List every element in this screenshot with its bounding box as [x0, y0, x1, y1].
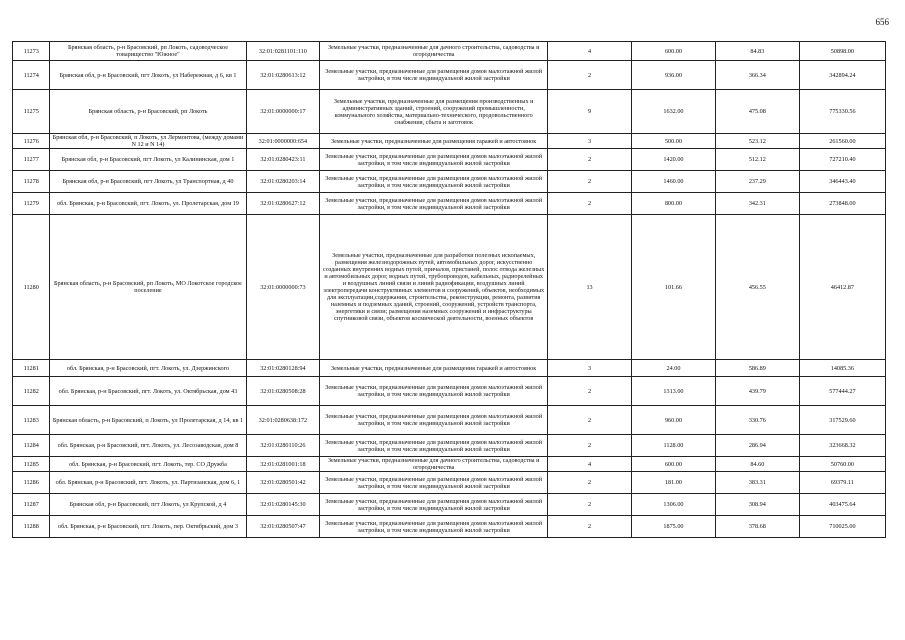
cadastral-value-cell: 342894.24 [799, 61, 885, 90]
use-group-cell: 2 [548, 472, 632, 494]
table-row [13, 171, 886, 193]
cadastral-value-cell: 69379.11 [799, 472, 885, 494]
area-cell: 24.00 [632, 360, 716, 377]
address-cell: обл. Брянская, р-н Брасовский, пгт. Локоть, ул. Пролетарская, дом 19 [50, 193, 246, 215]
row-number: 11284 [13, 435, 50, 457]
row-number: 11273 [13, 42, 50, 61]
cadastral-value-cell: 403475.64 [799, 494, 885, 516]
use-group-cell: 2 [548, 61, 632, 90]
specific-value-cell: 366.34 [715, 61, 799, 90]
area-cell: 1313.00 [632, 377, 716, 406]
cadastral-value-cell: 323668.32 [799, 435, 885, 457]
page-number: 656 [875, 17, 889, 27]
cadastral-number-cell: 32:01:0000000:17 [246, 90, 320, 134]
area-cell: 1420.00 [632, 149, 716, 171]
address-cell: Брянская обл, р-н Брасовский, пгт Локоть, ул Крупской, д 4 [50, 494, 246, 516]
permitted-use-cell: Земельные участки, предназначенные для размещения домов малоэтажной жилой застройки, в том числе индивидуальной жилой застройки [320, 472, 548, 494]
permitted-use-cell: Земельные участки, предназначенные для размещения домов малоэтажной жилой застройки, в том числе индивидуальной жилой застройки [320, 377, 548, 406]
area-cell: 936.00 [632, 61, 716, 90]
address-cell: обл. Брянская, р-н Брасовский, пгт. Локоть, тер. СО Дружба [50, 457, 246, 472]
area-cell: 800.00 [632, 193, 716, 215]
row-number: 11276 [13, 134, 50, 149]
address-cell: обл. Брянская, р-н Брасовский, пгт. Локоть, ул. Октябрьская, дом 43 [50, 377, 246, 406]
row-number: 11286 [13, 472, 50, 494]
use-group-cell: 2 [548, 377, 632, 406]
address-cell: Брянская обл, р-н Брасовский, пгт Локоть, ул Калининская, дом 1 [50, 149, 246, 171]
row-number: 11281 [13, 360, 50, 377]
use-group-cell: 9 [548, 90, 632, 134]
cadastral-number-cell: 32:01:0281001:18 [246, 457, 320, 472]
cadastral-number-cell: 32:01:0280423:11 [246, 149, 320, 171]
permitted-use-cell: Земельные участки, предназначенные для дачного строительства, садоводства и огородничества [320, 42, 548, 61]
specific-value-cell: 512.12 [715, 149, 799, 171]
address-cell: Брянская область, р-н Брасовский, рп Локоть, садоводческое товарищество "Южное" [50, 42, 246, 61]
permitted-use-cell: Земельные участки, предназначенные для размещения домов малоэтажной жилой застройки, в том числе индивидуальной жилой застройки [320, 149, 548, 171]
area-cell: 181.00 [632, 472, 716, 494]
area-cell: 500.00 [632, 134, 716, 149]
specific-value-cell: 308.94 [715, 494, 799, 516]
cadastral-value-cell: 710025.00 [799, 516, 885, 538]
cadastral-value-cell: 346443.40 [799, 171, 885, 193]
cadastral-value-cell: 261560.00 [799, 134, 885, 149]
specific-value-cell: 286.94 [715, 435, 799, 457]
permitted-use-cell: Земельные участки, предназначенные для размещения домов малоэтажной жилой застройки, в том числе индивидуальной жилой застройки [320, 193, 548, 215]
cadastral-value-cell: 775330.56 [799, 90, 885, 134]
table-row [13, 193, 886, 215]
specific-value-cell: 378.68 [715, 516, 799, 538]
table-row [13, 457, 886, 472]
specific-value-cell: 237.29 [715, 171, 799, 193]
cadastral-number-cell: 32:01:0000000:73 [246, 215, 320, 360]
cadastral-number-cell: 32:01:0000000:654 [246, 134, 320, 149]
table-body [13, 42, 886, 538]
table-row [13, 516, 886, 538]
area-cell: 600.00 [632, 42, 716, 61]
cadastral-value-cell: 50898.00 [799, 42, 885, 61]
specific-value-cell: 523.12 [715, 134, 799, 149]
cadastral-number-cell: 32:01:0280501:42 [246, 472, 320, 494]
row-number: 11278 [13, 171, 50, 193]
permitted-use-cell: Земельные участки, предназначенные для размещения домов малоэтажной жилой застройки, в том числе индивидуальной жилой застройки [320, 406, 548, 435]
permitted-use-cell: Земельные участки, предназначенные для размещения домов малоэтажной жилой застройки, в том числе индивидуальной жилой застройки [320, 61, 548, 90]
area-cell: 1128.00 [632, 435, 716, 457]
table-row [13, 149, 886, 171]
specific-value-cell: 84.83 [715, 42, 799, 61]
area-cell: 1632.00 [632, 90, 716, 134]
cadastral-value-cell: 727210.40 [799, 149, 885, 171]
specific-value-cell: 586.89 [715, 360, 799, 377]
row-number: 11274 [13, 61, 50, 90]
row-number: 11275 [13, 90, 50, 134]
specific-value-cell: 330.76 [715, 406, 799, 435]
area-cell: 1460.00 [632, 171, 716, 193]
cadastral-number-cell: 32:01:0280508:28 [246, 377, 320, 406]
permitted-use-cell: Земельные участки, предназначенные для размещения домов малоэтажной жилой застройки, в том числе индивидуальной жилой застройки [320, 494, 548, 516]
table-row [13, 134, 886, 149]
table-row [13, 494, 886, 516]
table-row [13, 61, 886, 90]
table-row [13, 472, 886, 494]
table-row [13, 377, 886, 406]
cadastral-number-cell: 32:01:0280613:12 [246, 61, 320, 90]
cadastral-number-cell: 32:01:0280627:12 [246, 193, 320, 215]
cadastral-value-cell: 273848.00 [799, 193, 885, 215]
table-row [13, 42, 886, 61]
use-group-cell: 4 [548, 42, 632, 61]
use-group-cell: 2 [548, 494, 632, 516]
area-cell: 1306.00 [632, 494, 716, 516]
cadastral-number-cell: 32:01:0280203:14 [246, 171, 320, 193]
cadastral-number-cell: 32:01:0280507:47 [246, 516, 320, 538]
address-cell: Брянская область, р-н Брасовский, п Локоть, ул Пролетарская, д 14, кв 1 [50, 406, 246, 435]
cadastral-value-cell: 14085.36 [799, 360, 885, 377]
row-number: 11282 [13, 377, 50, 406]
cadastral-value-cell: 46412.87 [799, 215, 885, 360]
use-group-cell: 2 [548, 193, 632, 215]
use-group-cell: 4 [548, 457, 632, 472]
row-number: 11279 [13, 193, 50, 215]
area-cell: 101.66 [632, 215, 716, 360]
table-row [13, 215, 886, 360]
use-group-cell: 2 [548, 171, 632, 193]
area-cell: 600.00 [632, 457, 716, 472]
address-cell: обл. Брянская, р-н Брасовский, пгт. Локоть, пер. Октябрьский, дом 3 [50, 516, 246, 538]
permitted-use-cell: Земельные участки, предназначенные для дачного строительства, садоводства и огородничества [320, 457, 548, 472]
specific-value-cell: 456.55 [715, 215, 799, 360]
permitted-use-cell: Земельные участки, предназначенные для размещения гаражей и автостоянок [320, 134, 548, 149]
specific-value-cell: 439.79 [715, 377, 799, 406]
address-cell: Брянская область, р-н Брасовский, рп Локоть [50, 90, 246, 134]
use-group-cell: 2 [548, 149, 632, 171]
area-cell: 1875.00 [632, 516, 716, 538]
specific-value-cell: 342.31 [715, 193, 799, 215]
use-group-cell: 2 [548, 516, 632, 538]
address-cell: Брянская обл, р-н Брасовский, пгт Локоть, ул Набережная, д 6, кв 1 [50, 61, 246, 90]
table-row [13, 435, 886, 457]
address-cell: обл. Брянская, р-н Брасовский, пгт. Локоть, ул. Лесозаводская, дом 8 [50, 435, 246, 457]
permitted-use-cell: Земельные участки, предназначенные для размещения домов малоэтажной жилой застройки, в том числе индивидуальной жилой застройки [320, 171, 548, 193]
permitted-use-cell: Земельные участки, предназначенные для размещения производственных и административных зданий, строений, сооружений промышленности, коммунального хозяйства, материально-технического, продовольственного снабжения, сбыта и заготовок [320, 90, 548, 134]
table-row [13, 360, 886, 377]
land-registry-table [12, 41, 886, 538]
specific-value-cell: 475.08 [715, 90, 799, 134]
row-number: 11288 [13, 516, 50, 538]
row-number: 11283 [13, 406, 50, 435]
table-row [13, 406, 886, 435]
cadastral-value-cell: 577444.27 [799, 377, 885, 406]
permitted-use-cell: Земельные участки, предназначенные для размещения домов малоэтажной жилой застройки, в том числе индивидуальной жилой застройки [320, 516, 548, 538]
area-cell: 960.00 [632, 406, 716, 435]
use-group-cell: 13 [548, 215, 632, 360]
address-cell: Брянская обл, р-н Брасовский, п Локоть, ул Лермонтова, (между домами N 12 и N 14) [50, 134, 246, 149]
address-cell: Брянская обл, р-н Брасовский, пгт Локоть, ул Транспортная, д 40 [50, 171, 246, 193]
cadastral-number-cell: 32:01:0280145:30 [246, 494, 320, 516]
specific-value-cell: 84.60 [715, 457, 799, 472]
use-group-cell: 3 [548, 134, 632, 149]
permitted-use-cell: Земельные участки, предназначенные для размещения гаражей и автостоянок [320, 360, 548, 377]
row-number: 11280 [13, 215, 50, 360]
cadastral-number-cell: 32:01:0280638:172 [246, 406, 320, 435]
row-number: 11285 [13, 457, 50, 472]
table-row [13, 90, 886, 134]
specific-value-cell: 383.31 [715, 472, 799, 494]
cadastral-number-cell: 32:01:0280128:94 [246, 360, 320, 377]
use-group-cell: 2 [548, 406, 632, 435]
address-cell: обл. Брянская, р-н Брасовский, пгт. Локоть, ул. Партизанская, дом 6, 1 [50, 472, 246, 494]
cadastral-value-cell: 50760.00 [799, 457, 885, 472]
cadastral-number-cell: 32:01:0280110:26 [246, 435, 320, 457]
row-number: 11287 [13, 494, 50, 516]
row-number: 11277 [13, 149, 50, 171]
cadastral-number-cell: 32:01:0281101:110 [246, 42, 320, 61]
address-cell: обл. Брянская, р-н Брасовский, пгт. Локоть, ул. Дзержинского [50, 360, 246, 377]
cadastral-value-cell: 317529.60 [799, 406, 885, 435]
use-group-cell: 3 [548, 360, 632, 377]
permitted-use-cell: Земельные участки, предназначенные для размещения домов малоэтажной жилой застройки, в том числе индивидуальной жилой застройки [320, 435, 548, 457]
permitted-use-cell: Земельные участки, предназначенные для разработки полезных ископаемых, размещения железнодорожных путей, автомобильных дорог, искусственно созданных внутренних водных путей, причалов, пристаней, полос отвода железных и автомобильных дорог, водных путей, трубопроводов, кабельных, радиорелейных и воздушных линий связи и линий радиофикации, воздушных линий электропередачи конструктивных элементов и сооружений, объектов, необходимых для эксплуатации,содержания, строительства, реконструкции, ремонта, развития наземных и подземных зданий, строений, сооружений, устройств транспорта, энергетики и связи; размещения наземных сооружений и инфраструктуры спутниковой связи, объектов космической деятельности, военных объектов [320, 215, 548, 360]
address-cell: Брянская область, р-н Брасовский, рп Локоть, МО Локотское городское поселение [50, 215, 246, 360]
use-group-cell: 2 [548, 435, 632, 457]
